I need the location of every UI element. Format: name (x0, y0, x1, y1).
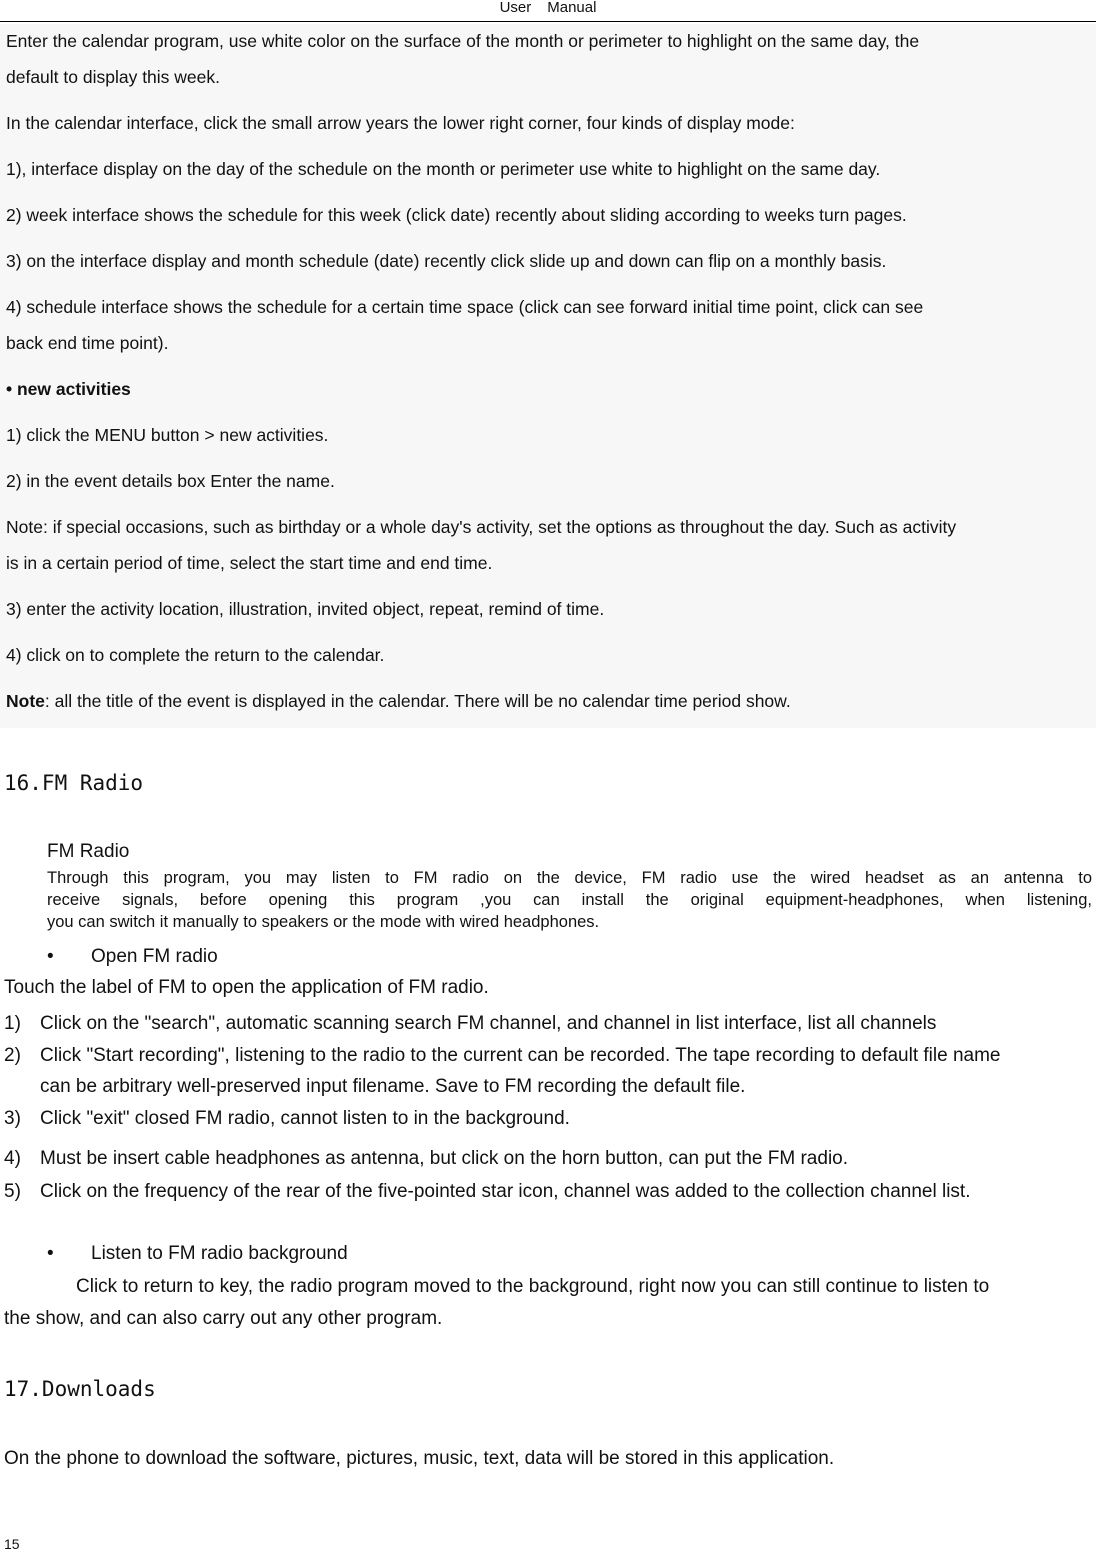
bullet-open-fm-radio (47, 946, 218, 968)
new-activities-heading: • new activities (6, 379, 131, 399)
calendar-line-8: back end time point). (6, 333, 169, 353)
calendar-line-13: is in a certain period of time, select the start time and end time. (6, 553, 493, 573)
header-word-manual: Manual (547, 0, 597, 16)
fm-radio-subtitle: FM Radio (47, 841, 130, 862)
calendar-line-2: default to display this week. (6, 67, 221, 87)
background-paragraph-line-1: Click to return to key, the radio program moved to the background, right now you can still continue to listen to (76, 1276, 990, 1297)
fm-radio-intro (47, 867, 1092, 933)
calendar-line-12: Note: if special occasions, such as birthday or a whole day's activity, set the options as throughout the day. Such as activity (6, 517, 957, 537)
page-header (0, 0, 1096, 22)
fm-step-2 (4, 1045, 1001, 1067)
calendar-line-14: 3) enter the activity location, illustration, invited object, repeat, remind of time. (6, 599, 605, 619)
calendar-line-3: In the calendar interface, click the small arrow years the lower right corner, four kinds of display mode: (6, 113, 795, 133)
calendar-line-10: 1) click the MENU button > new activities. (6, 425, 329, 445)
page-number: 15 (4, 1536, 20, 1552)
touch-label-instruction: Touch the label of FM to open the application of FM radio. (4, 977, 489, 998)
bullet-listen-background-text: Listen to FM radio background (91, 1243, 348, 1264)
fm-radio-section-title: 16.FM Radio (4, 771, 144, 795)
bullet-open-fm-radio-text: Open FM radio (91, 946, 218, 967)
note-label: Note (6, 691, 45, 711)
fm-step-1 (4, 1013, 936, 1035)
calendar-line-5: 2) week interface shows the schedule for this week (click date) recently about sliding according to weeks turn pages. (6, 205, 907, 225)
calendar-instructions-block (0, 24, 1096, 728)
background-paragraph-line-2: the show, and can also carry out any other program. (4, 1308, 443, 1329)
fm-intro-line-2: receive signals, before opening this program ,you can install the original equipment-headphones, when listening, (47, 891, 1092, 909)
fm-step-2-continued (4, 1076, 745, 1098)
step-number: 5) (4, 1181, 21, 1202)
downloads-section-title: 17.Downloads (4, 1377, 156, 1401)
bullet-listen-background (47, 1243, 348, 1265)
fm-step-4 (4, 1148, 848, 1170)
step-text: Click on the "search", automatic scanning search FM channel, and channel in list interface, list all channels (40, 1013, 937, 1034)
step-number: 3) (4, 1108, 21, 1129)
header-word-user: User (499, 0, 532, 16)
fm-intro-line-1: Through this program, you may listen to FM radio on the device, FM radio use the wired headset as an antenna to (47, 869, 1092, 887)
bullet-dot: • (47, 946, 54, 967)
calendar-line-4: 1), interface display on the day of the schedule on the month or perimeter use white to highlight on the same day. (6, 159, 881, 179)
calendar-line-1: Enter the calendar program, use white color on the surface of the month or perimeter to highlight on the same day, the (6, 31, 920, 51)
step-text: Must be insert cable headphones as antenna, but click on the horn button, can put the FM radio. (40, 1148, 849, 1169)
fm-intro-line-3: you can switch it manually to speakers or the mode with wired headphones. (47, 913, 600, 931)
note-text: : all the title of the event is displayed in the calendar. There will be no calendar time period show. (44, 691, 791, 711)
bullet-dot: • (47, 1243, 54, 1264)
fm-step-5 (4, 1181, 971, 1203)
fm-step-3 (4, 1108, 570, 1130)
step-text: Click "Start recording", listening to the radio to the current can be recorded. The tape recording to default file name (40, 1045, 1001, 1066)
step-text: Click on the frequency of the rear of the five-pointed star icon, channel was added to the collection channel list. (40, 1181, 971, 1202)
step-text: Click "exit" closed FM radio, cannot listen to in the background. (40, 1108, 570, 1129)
calendar-note-line (0, 690, 1088, 713)
step-number: 1) (4, 1013, 21, 1034)
step-number: 4) (4, 1148, 21, 1169)
calendar-line-11: 2) in the event details box Enter the name. (6, 471, 335, 491)
step-text: can be arbitrary well-preserved input filename. Save to FM recording the default file. (40, 1076, 746, 1097)
calendar-line-15: 4) click on to complete the return to the calendar. (6, 645, 385, 665)
step-number: 2) (4, 1045, 21, 1066)
downloads-description: On the phone to download the software, pictures, music, text, data will be stored in this application. (4, 1448, 835, 1469)
calendar-line-6: 3) on the interface display and month schedule (date) recently click slide up and down can flip on a monthly basis. (6, 251, 887, 271)
calendar-line-7: 4) schedule interface shows the schedule for a certain time space (click can see forward initial time point, click can see (6, 297, 924, 317)
